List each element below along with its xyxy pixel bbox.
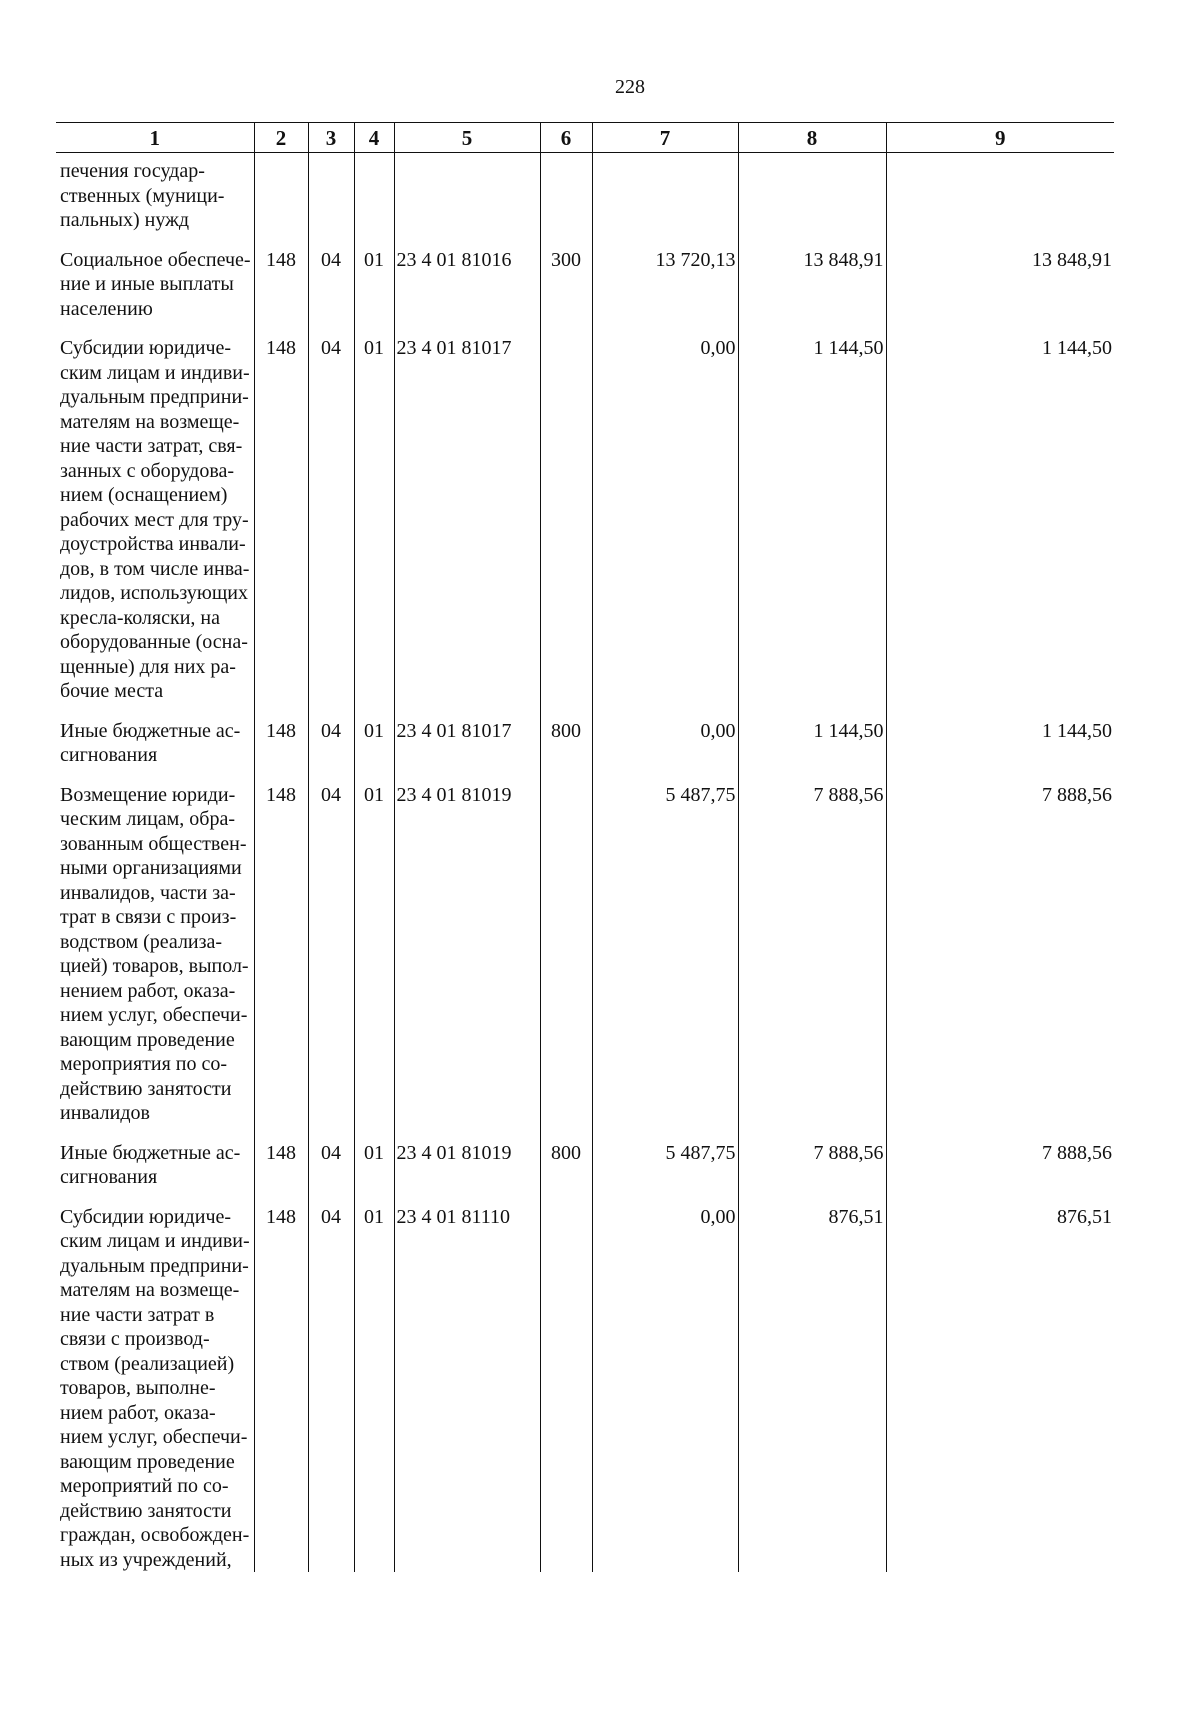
cell-section: 04 bbox=[308, 719, 354, 783]
cell-target-article: 23 4 01 81017 bbox=[394, 336, 540, 719]
cell-expense-type: 300 bbox=[540, 248, 592, 337]
row-description: Социальное обеспече- ние и иные выплаты населению bbox=[60, 248, 251, 320]
cell-amount-9: 7 888,56 bbox=[886, 783, 1114, 1141]
table-row bbox=[56, 1205, 1114, 1573]
cell-section: 04 bbox=[308, 1141, 354, 1205]
cell-subsection: 01 bbox=[354, 783, 394, 1141]
cell-ministry-code: 148 bbox=[254, 336, 308, 719]
cell-expense-type bbox=[540, 153, 592, 248]
cell-amount-9: 876,51 bbox=[886, 1205, 1114, 1573]
cell-amount-7: 0,00 bbox=[592, 336, 738, 719]
column-header-3: 3 bbox=[308, 123, 354, 153]
cell-amount-7: 5 487,75 bbox=[592, 783, 738, 1141]
cell-section: 04 bbox=[308, 248, 354, 337]
cell-amount-7: 5 487,75 bbox=[592, 1141, 738, 1205]
cell-section: 04 bbox=[308, 336, 354, 719]
cell-amount-8: 7 888,56 bbox=[738, 1141, 886, 1205]
column-header-5: 5 bbox=[394, 123, 540, 153]
table-row bbox=[56, 783, 1114, 1141]
header-row bbox=[56, 123, 1114, 153]
cell-target-article: 23 4 01 81019 bbox=[394, 1141, 540, 1205]
table-row bbox=[56, 336, 1114, 719]
cell-subsection: 01 bbox=[354, 248, 394, 337]
cell-amount-7 bbox=[592, 153, 738, 248]
cell-subsection: 01 bbox=[354, 1205, 394, 1573]
cell-target-article: 23 4 01 81017 bbox=[394, 719, 540, 783]
column-header-2: 2 bbox=[254, 123, 308, 153]
column-header-7: 7 bbox=[592, 123, 738, 153]
cell-amount-9: 7 888,56 bbox=[886, 1141, 1114, 1205]
cell-subsection bbox=[354, 153, 394, 248]
cell-ministry-code: 148 bbox=[254, 1141, 308, 1205]
cell-subsection: 01 bbox=[354, 336, 394, 719]
column-header-9: 9 bbox=[886, 123, 1114, 153]
cell-ministry-code: 148 bbox=[254, 1205, 308, 1573]
cell-amount-8: 1 144,50 bbox=[738, 336, 886, 719]
cell-section: 04 bbox=[308, 783, 354, 1141]
cell-expense-type: 800 bbox=[540, 1141, 592, 1205]
cell-section bbox=[308, 153, 354, 248]
cell-ministry-code: 148 bbox=[254, 719, 308, 783]
column-header-6: 6 bbox=[540, 123, 592, 153]
cell-expense-type: 800 bbox=[540, 719, 592, 783]
cell-amount-7: 0,00 bbox=[592, 1205, 738, 1573]
cell-subsection: 01 bbox=[354, 1141, 394, 1205]
row-description: Субсидии юридиче- ским лицам и индиви- дуальным предприни- мателям на возмеще- ние части затрат, свя- занных с оборудова- нием (оснащением) рабочих мест для тру- доустройства инвали- дов, в том числе инва- лидов, использующих кресла-коляски, на оборудованные (осна- щенные) для них ра- бочие места bbox=[60, 337, 250, 702]
row-description: Иные бюджетные ас- сигнования bbox=[60, 719, 241, 766]
cell-amount-7: 0,00 bbox=[592, 719, 738, 783]
budget-table bbox=[56, 122, 1114, 1572]
cell-amount-9 bbox=[886, 153, 1114, 248]
cell-subsection: 01 bbox=[354, 719, 394, 783]
cell-ministry-code: 148 bbox=[254, 783, 308, 1141]
cell-amount-9: 1 144,50 bbox=[886, 719, 1114, 783]
cell-amount-8: 7 888,56 bbox=[738, 783, 886, 1141]
page-number: 228 bbox=[615, 76, 645, 98]
row-description: Возмещение юриди- ческим лицам, обра- зованным обществен- ными организациями инвалидов, части за- трат в связи с произ- водством (реализа- цией) товаров, выпол- нением работ, оказа- нием услуг, обеспечи- вающим проведение мероприятия по со- действию занятости инвалидов bbox=[60, 783, 249, 1124]
row-description: печения государ- ственных (муници- пальных) нужд bbox=[60, 160, 225, 231]
cell-amount-8: 13 848,91 bbox=[738, 248, 886, 337]
table-row bbox=[56, 1141, 1114, 1205]
table-row bbox=[56, 153, 1114, 248]
cell-amount-8 bbox=[738, 153, 886, 248]
cell-amount-7: 13 720,13 bbox=[592, 248, 738, 337]
cell-target-article: 23 4 01 81110 bbox=[394, 1205, 540, 1573]
cell-amount-8: 1 144,50 bbox=[738, 719, 886, 783]
column-header-1: 1 bbox=[56, 123, 254, 153]
cell-target-article bbox=[394, 153, 540, 248]
cell-expense-type bbox=[540, 1205, 592, 1573]
column-header-8: 8 bbox=[738, 123, 886, 153]
row-description: Субсидии юридиче- ским лицам и индиви- дуальным предприни- мателям на возмеще- ние части затрат в связи с производ- ством (реализацией) товаров, выполне- нием работ, оказа- нием услуг, обеспечи- вающим проведение мероприятий по со- действию занятости граждан, освобожден- ных из учреждений, bbox=[60, 1205, 250, 1571]
table-row bbox=[56, 248, 1114, 337]
cell-section: 04 bbox=[308, 1205, 354, 1573]
cell-target-article: 23 4 01 81019 bbox=[394, 783, 540, 1141]
column-header-4: 4 bbox=[354, 123, 394, 153]
table-row bbox=[56, 719, 1114, 783]
cell-amount-9: 1 144,50 bbox=[886, 336, 1114, 719]
cell-expense-type bbox=[540, 336, 592, 719]
cell-amount-9: 13 848,91 bbox=[886, 248, 1114, 337]
row-description: Иные бюджетные ас- сигнования bbox=[60, 1141, 241, 1188]
cell-ministry-code bbox=[254, 153, 308, 248]
cell-target-article: 23 4 01 81016 bbox=[394, 248, 540, 337]
cell-expense-type bbox=[540, 783, 592, 1141]
cell-ministry-code: 148 bbox=[254, 248, 308, 337]
cell-amount-8: 876,51 bbox=[738, 1205, 886, 1573]
